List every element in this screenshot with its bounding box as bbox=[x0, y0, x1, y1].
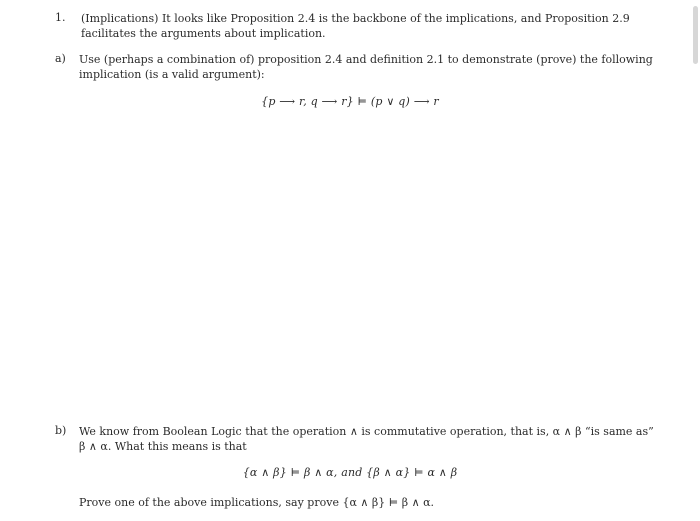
question-1-text bbox=[81, 11, 671, 41]
part-b-formula: {α ∧ β} ⊨ β ∧ α, and {β ∧ α} ⊨ α ∧ β bbox=[242, 466, 458, 479]
part-b-label: b) bbox=[55, 424, 67, 437]
part-a-formula: {p ⟶ r, q ⟶ r} ⊨ (p ∨ q) ⟶ r bbox=[261, 95, 439, 108]
part-a-label: a) bbox=[55, 52, 66, 65]
scrollbar-thumb[interactable] bbox=[693, 6, 698, 64]
question-number: 1. bbox=[55, 11, 66, 24]
question-1-line-2: facilitates the arguments about implication. bbox=[81, 27, 326, 40]
part-b-line-1: We know from Boolean Logic that the operation ∧ is commutative operation, that is, α ∧ β “is same as” bbox=[79, 425, 654, 438]
question-1-line-1: (Implications) It looks like Proposition 2.4 is the backbone of the implications, and Proposition 2.9 bbox=[81, 12, 630, 25]
part-a-line-1: Use (perhaps a combination of) proposition 2.4 and definition 2.1 to demonstrate (prove) the following bbox=[79, 53, 653, 66]
part-b-line-2: β ∧ α. What this means is that bbox=[79, 440, 247, 453]
part-a-line-2: implication (is a valid argument): bbox=[79, 68, 265, 81]
part-b-text bbox=[79, 424, 671, 454]
part-b-line-3: Prove one of the above implications, say prove {α ∧ β} ⊨ β ∧ α. bbox=[79, 496, 435, 509]
part-a-text bbox=[79, 52, 671, 82]
